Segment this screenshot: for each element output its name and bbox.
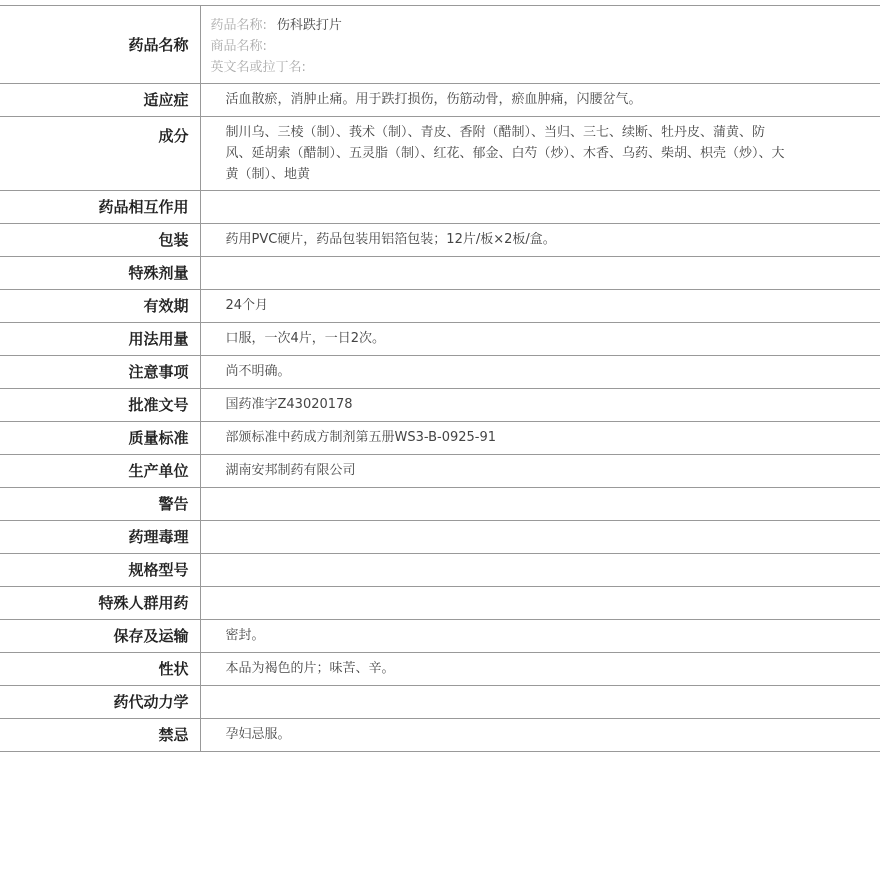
spec-value: [200, 488, 880, 521]
spec-label: 警告: [0, 488, 200, 521]
spec-row-special-populations: [0, 587, 880, 620]
spec-row-interactions: [0, 191, 880, 224]
spec-row-appearance: [0, 653, 880, 686]
spec-row-specification: [0, 554, 880, 587]
spec-value: 药用PVC硬片，药品包装用铝箔包装；12片/板×2板/盒。: [200, 224, 880, 257]
spec-row-indications: [0, 84, 880, 117]
spec-row-manufacturer: [0, 455, 880, 488]
spec-value: 24个月: [200, 290, 880, 323]
generic-name-key: 药品名称:: [210, 18, 267, 33]
trade-name-key: 商品名称:: [210, 39, 267, 54]
spec-value: 口服，一次4片，一日2次。: [200, 323, 880, 356]
spec-value: 部颁标准中药成方制剂第五册WS3-B-0925-91: [200, 422, 880, 455]
spec-row-precautions: [0, 356, 880, 389]
spec-label: 药理毒理: [0, 521, 200, 554]
drug-spec-table: [0, 5, 880, 752]
spec-label: 药代动力学: [0, 686, 200, 719]
spec-label: 生产单位: [0, 455, 200, 488]
spec-row-ingredients: [0, 117, 880, 191]
spec-value: 尚不明确。: [200, 356, 880, 389]
spec-row-quality-standard: [0, 422, 880, 455]
spec-row-storage: [0, 620, 880, 653]
spec-value-name: [200, 6, 880, 84]
spec-value: 制川乌、三棱（制）、莪术（制）、青皮、香附（醋制）、当归、三七、续断、牡丹皮、蒲黄、防风、延胡索（醋制）、五灵脂（制）、红花、郁金、白芍（炒）、木香、乌药、柴胡、枳壳（炒）、大黄（制）、地黄: [200, 117, 880, 191]
spec-value: [200, 686, 880, 719]
spec-label: 药品相互作用: [0, 191, 200, 224]
spec-row-pharmacology: [0, 521, 880, 554]
spec-label: 质量标准: [0, 422, 200, 455]
spec-value: [200, 191, 880, 224]
spec-label: 规格型号: [0, 554, 200, 587]
spec-label: 特殊剂量: [0, 257, 200, 290]
spec-value: 本品为褐色的片；味苦、辛。: [200, 653, 880, 686]
generic-name-line: [211, 15, 791, 36]
generic-name-value: 伤科跌打片: [276, 18, 342, 33]
spec-label: 禁忌: [0, 719, 200, 752]
english-name-line: [211, 57, 791, 78]
spec-row-dosage: [0, 323, 880, 356]
spec-value: 活血散瘀，消肿止痛。用于跌打损伤，伤筋动骨，瘀血肿痛，闪腰岔气。: [200, 84, 880, 117]
spec-label-name: 药品名称: [0, 6, 200, 84]
english-name-key: 英文名或拉丁名:: [210, 60, 306, 75]
spec-value: 湖南安邦制药有限公司: [200, 455, 880, 488]
spec-value: 密封。: [200, 620, 880, 653]
spec-label: 包装: [0, 224, 200, 257]
spec-value: [200, 554, 880, 587]
spec-label: 保存及运输: [0, 620, 200, 653]
spec-label: 用法用量: [0, 323, 200, 356]
spec-label: 批准文号: [0, 389, 200, 422]
spec-row-contraindications: [0, 719, 880, 752]
spec-label: 性状: [0, 653, 200, 686]
spec-row-warning: [0, 488, 880, 521]
spec-value: [200, 587, 880, 620]
spec-value: 孕妇忌服。: [200, 719, 880, 752]
spec-label: 有效期: [0, 290, 200, 323]
spec-label: 适应症: [0, 84, 200, 117]
spec-label: 特殊人群用药: [0, 587, 200, 620]
spec-value: [200, 521, 880, 554]
spec-row-approval-number: [0, 389, 880, 422]
spec-label: 成分: [0, 117, 200, 191]
spec-value: [200, 257, 880, 290]
spec-row-pharmacokinetics: [0, 686, 880, 719]
spec-label: 注意事项: [0, 356, 200, 389]
trade-name-line: [211, 36, 791, 57]
spec-row-shelf-life: [0, 290, 880, 323]
spec-value: 国药准字Z43020178: [200, 389, 880, 422]
spec-row-special-dosage: [0, 257, 880, 290]
spec-row-name: [0, 6, 880, 84]
spec-row-packaging: [0, 224, 880, 257]
